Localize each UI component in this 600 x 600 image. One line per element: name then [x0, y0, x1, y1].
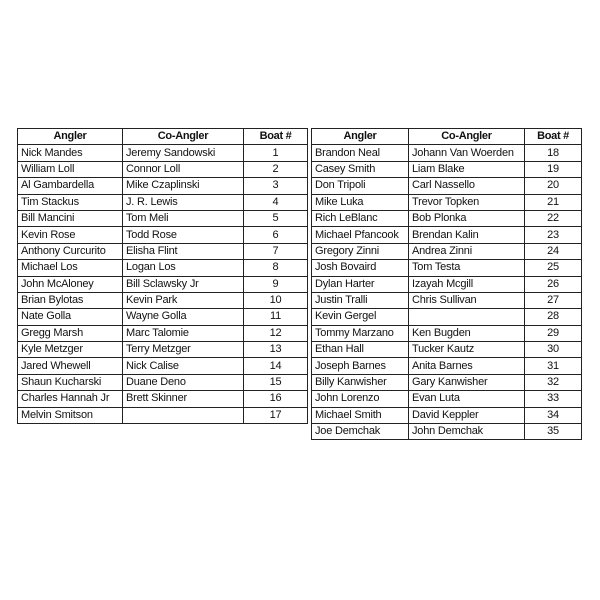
- angler-cell: Brian Bylotas: [18, 292, 123, 308]
- boat-number-cell: 21: [525, 194, 582, 210]
- boat-number-cell: 5: [244, 210, 308, 226]
- co-angler-cell: Logan Los: [123, 260, 244, 276]
- co-angler-cell: Johann Van Woerden: [409, 145, 525, 161]
- table-row: [18, 260, 308, 276]
- table-row: [312, 227, 582, 243]
- boat-number-cell: 23: [525, 227, 582, 243]
- table-row: [312, 178, 582, 194]
- boat-number-cell: 27: [525, 292, 582, 308]
- co-angler-cell: Tom Testa: [409, 260, 525, 276]
- co-angler-cell: Evan Luta: [409, 391, 525, 407]
- co-angler-cell: [123, 407, 244, 423]
- co-angler-cell: Ken Bugden: [409, 325, 525, 341]
- table-body: [312, 145, 582, 440]
- pairings-table-left: [17, 128, 308, 424]
- table-row: [312, 243, 582, 259]
- boat-number-cell: 8: [244, 260, 308, 276]
- table-row: [312, 276, 582, 292]
- angler-header: Angler: [18, 129, 123, 145]
- co-angler-header: Co-Angler: [409, 129, 525, 145]
- table-row: [18, 342, 308, 358]
- angler-cell: Don Tripoli: [312, 178, 409, 194]
- angler-cell: Melvin Smitson: [18, 407, 123, 423]
- angler-cell: Gregg Marsh: [18, 325, 123, 341]
- angler-cell: Al Gambardella: [18, 178, 123, 194]
- angler-cell: Kevin Gergel: [312, 309, 409, 325]
- boat-number-cell: 18: [525, 145, 582, 161]
- angler-cell: Casey Smith: [312, 161, 409, 177]
- co-angler-cell: Izayah Mcgill: [409, 276, 525, 292]
- boat-number-cell: 7: [244, 243, 308, 259]
- boat-number-cell: 10: [244, 292, 308, 308]
- table-row: [18, 276, 308, 292]
- angler-cell: Michael Smith: [312, 407, 409, 423]
- co-angler-cell: Trevor Topken: [409, 194, 525, 210]
- boat-number-cell: 17: [244, 407, 308, 423]
- angler-cell: Joseph Barnes: [312, 358, 409, 374]
- table-row: [312, 292, 582, 308]
- table-row: [312, 358, 582, 374]
- angler-cell: Dylan Harter: [312, 276, 409, 292]
- co-angler-cell: Bob Plonka: [409, 210, 525, 226]
- co-angler-cell: Todd Rose: [123, 227, 244, 243]
- table-row: [312, 342, 582, 358]
- angler-cell: Charles Hannah Jr: [18, 391, 123, 407]
- angler-cell: John Lorenzo: [312, 391, 409, 407]
- co-angler-cell: Gary Kanwisher: [409, 374, 525, 390]
- angler-cell: Billy Kanwisher: [312, 374, 409, 390]
- table-row: [18, 145, 308, 161]
- boat-number-cell: 25: [525, 260, 582, 276]
- header-row: [18, 129, 308, 145]
- boat-header: Boat #: [244, 129, 308, 145]
- co-angler-cell: John Demchak: [409, 424, 525, 440]
- header-row: [312, 129, 582, 145]
- angler-cell: Anthony Curcurito: [18, 243, 123, 259]
- table-row: [18, 292, 308, 308]
- co-angler-cell: Brendan Kalin: [409, 227, 525, 243]
- table-row: [18, 358, 308, 374]
- table-row: [312, 194, 582, 210]
- table-row: [18, 391, 308, 407]
- boat-number-cell: 15: [244, 374, 308, 390]
- boat-number-cell: 1: [244, 145, 308, 161]
- co-angler-cell: Wayne Golla: [123, 309, 244, 325]
- co-angler-cell: Tucker Kautz: [409, 342, 525, 358]
- angler-cell: Tommy Marzano: [312, 325, 409, 341]
- angler-cell: Ethan Hall: [312, 342, 409, 358]
- table-row: [312, 374, 582, 390]
- co-angler-cell: Duane Deno: [123, 374, 244, 390]
- co-angler-cell: Liam Blake: [409, 161, 525, 177]
- boat-number-cell: 6: [244, 227, 308, 243]
- co-angler-cell: Chris Sullivan: [409, 292, 525, 308]
- boat-number-cell: 4: [244, 194, 308, 210]
- table-row: [312, 161, 582, 177]
- table-row: [18, 243, 308, 259]
- boat-number-cell: 19: [525, 161, 582, 177]
- co-angler-cell: Marc Talomie: [123, 325, 244, 341]
- co-angler-cell: Andrea Zinni: [409, 243, 525, 259]
- table-row: [18, 210, 308, 226]
- co-angler-cell: Jeremy Sandowski: [123, 145, 244, 161]
- co-angler-cell: Anita Barnes: [409, 358, 525, 374]
- boat-header: Boat #: [525, 129, 582, 145]
- angler-cell: Bill Mancini: [18, 210, 123, 226]
- boat-number-cell: 2: [244, 161, 308, 177]
- co-angler-cell: Brett Skinner: [123, 391, 244, 407]
- boat-number-cell: 32: [525, 374, 582, 390]
- angler-cell: Michael Los: [18, 260, 123, 276]
- co-angler-cell: Elisha Flint: [123, 243, 244, 259]
- table-row: [18, 161, 308, 177]
- angler-cell: Brandon Neal: [312, 145, 409, 161]
- table-row: [18, 407, 308, 423]
- boat-number-cell: 11: [244, 309, 308, 325]
- co-angler-cell: Carl Nassello: [409, 178, 525, 194]
- boat-number-cell: 3: [244, 178, 308, 194]
- boat-number-cell: 29: [525, 325, 582, 341]
- co-angler-header: Co-Angler: [123, 129, 244, 145]
- angler-cell: Josh Bovaird: [312, 260, 409, 276]
- angler-header: Angler: [312, 129, 409, 145]
- pairings-table-right: [311, 128, 582, 440]
- boat-number-cell: 14: [244, 358, 308, 374]
- co-angler-cell: Kevin Park: [123, 292, 244, 308]
- co-angler-cell: Terry Metzger: [123, 342, 244, 358]
- boat-number-cell: 28: [525, 309, 582, 325]
- boat-number-cell: 33: [525, 391, 582, 407]
- boat-number-cell: 12: [244, 325, 308, 341]
- table-row: [312, 407, 582, 423]
- table-body: [18, 145, 308, 424]
- angler-cell: William Loll: [18, 161, 123, 177]
- co-angler-cell: [409, 309, 525, 325]
- angler-cell: Nick Mandes: [18, 145, 123, 161]
- co-angler-cell: Mike Czaplinski: [123, 178, 244, 194]
- co-angler-cell: Nick Calise: [123, 358, 244, 374]
- co-angler-cell: Tom Meli: [123, 210, 244, 226]
- angler-cell: Nate Golla: [18, 309, 123, 325]
- boat-number-cell: 16: [244, 391, 308, 407]
- boat-number-cell: 35: [525, 424, 582, 440]
- boat-number-cell: 22: [525, 210, 582, 226]
- co-angler-cell: David Keppler: [409, 407, 525, 423]
- table-row: [312, 260, 582, 276]
- angler-cell: Rich LeBlanc: [312, 210, 409, 226]
- table-row: [18, 325, 308, 341]
- boat-number-cell: 13: [244, 342, 308, 358]
- boat-number-cell: 24: [525, 243, 582, 259]
- angler-cell: John McAloney: [18, 276, 123, 292]
- boat-number-cell: 26: [525, 276, 582, 292]
- table-row: [18, 178, 308, 194]
- table-row: [18, 309, 308, 325]
- table-row: [312, 309, 582, 325]
- angler-cell: Shaun Kucharski: [18, 374, 123, 390]
- boat-number-cell: 9: [244, 276, 308, 292]
- table-row: [312, 424, 582, 440]
- boat-number-cell: 31: [525, 358, 582, 374]
- table-row: [312, 210, 582, 226]
- co-angler-cell: Bill Sclawsky Jr: [123, 276, 244, 292]
- boat-number-cell: 30: [525, 342, 582, 358]
- angler-cell: Kevin Rose: [18, 227, 123, 243]
- table-row: [312, 325, 582, 341]
- angler-cell: Mike Luka: [312, 194, 409, 210]
- table-row: [312, 391, 582, 407]
- table-row: [18, 374, 308, 390]
- angler-cell: Justin Tralli: [312, 292, 409, 308]
- table-row: [18, 194, 308, 210]
- co-angler-cell: J. R. Lewis: [123, 194, 244, 210]
- angler-cell: Kyle Metzger: [18, 342, 123, 358]
- boat-number-cell: 20: [525, 178, 582, 194]
- co-angler-cell: Connor Loll: [123, 161, 244, 177]
- angler-cell: Gregory Zinni: [312, 243, 409, 259]
- boat-number-cell: 34: [525, 407, 582, 423]
- table-row: [18, 227, 308, 243]
- angler-cell: Joe Demchak: [312, 424, 409, 440]
- angler-cell: Jared Whewell: [18, 358, 123, 374]
- table-row: [312, 145, 582, 161]
- angler-cell: Michael Pfancook: [312, 227, 409, 243]
- angler-cell: Tim Stackus: [18, 194, 123, 210]
